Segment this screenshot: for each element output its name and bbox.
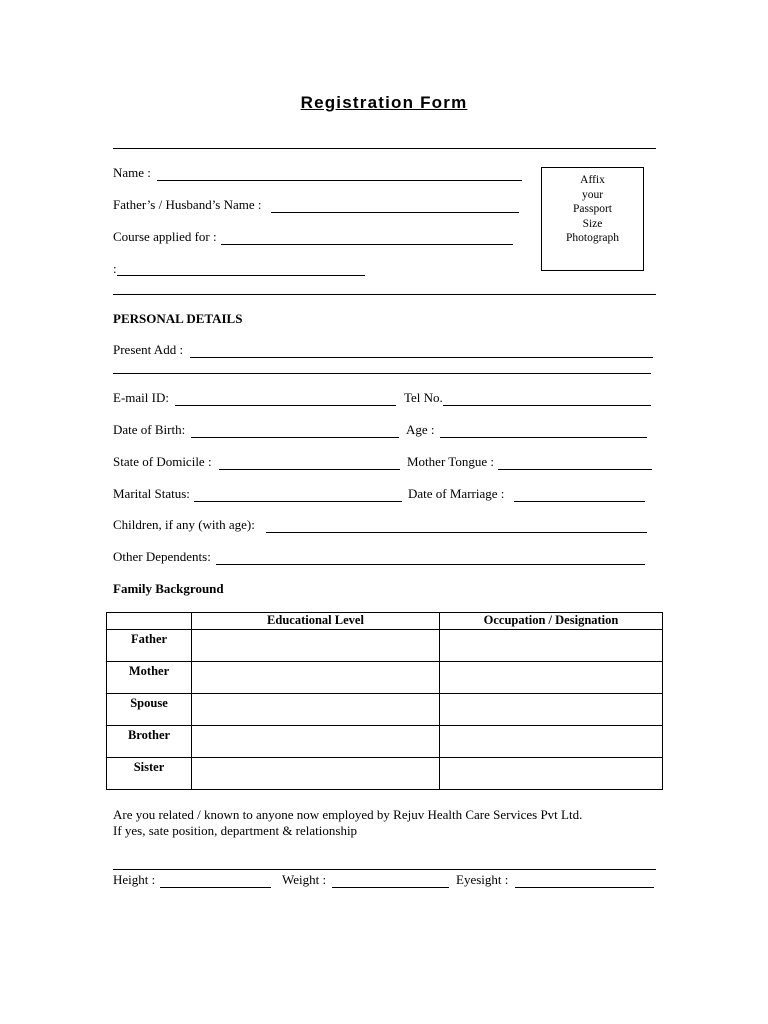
spouse-occupation-cell[interactable] [440,694,663,726]
marital-status-field[interactable] [194,501,402,502]
sister-occupation-cell[interactable] [440,758,663,790]
family-background-table [106,612,663,790]
table-row [107,758,663,790]
present-address-label: Present Add : [113,342,184,357]
domicile-label: State of Domicile : [113,454,212,469]
weight-field[interactable] [332,887,449,888]
photo-text-line: Photograph [565,232,620,244]
height-field[interactable] [160,887,271,888]
row-label-father: Father [107,630,192,662]
father-occupation-cell[interactable] [440,630,663,662]
related-question-text: Are you related / known to anyone now employed by Rejuv Health Care Services Pvt Ltd. [113,807,583,822]
row-label-brother: Brother [107,726,192,758]
eyesight-field[interactable] [515,887,654,888]
age-field[interactable] [440,437,647,438]
name-label: Name : [113,165,151,180]
course-label: Course applied for : [113,229,217,244]
father-husband-name-label: Father’s / Husband’s Name : [113,197,262,212]
children-label: Children, if any (with age): [113,517,255,532]
course-continuation-field[interactable] [117,275,365,276]
father-education-cell[interactable] [192,630,440,662]
present-address-field-line2[interactable] [113,373,651,374]
row-label-spouse: Spouse [107,694,192,726]
course-field[interactable] [221,244,513,245]
sister-education-cell[interactable] [192,758,440,790]
dependents-field[interactable] [216,564,645,565]
email-field[interactable] [175,405,396,406]
photo-text-line: Affix [580,174,605,186]
marital-status-label: Marital Status: [113,486,190,501]
table-row [107,662,663,694]
spouse-education-cell[interactable] [192,694,440,726]
mother-tongue-field[interactable] [498,469,652,470]
marriage-date-field[interactable] [514,501,645,502]
tel-field[interactable] [443,405,651,406]
row-label-mother: Mother [107,662,192,694]
tel-label: Tel No. [404,390,443,405]
brother-occupation-cell[interactable] [440,726,663,758]
present-address-field[interactable] [190,357,653,358]
domicile-field[interactable] [219,469,400,470]
brother-education-cell[interactable] [192,726,440,758]
form-title: Registration Form [300,93,468,112]
age-label: Age : [406,422,435,437]
title-divider [113,148,656,149]
row-label-sister: Sister [107,758,192,790]
table-row [107,630,663,662]
email-label: E-mail ID: [113,390,169,405]
mother-occupation-cell[interactable] [440,662,663,694]
height-label: Height : [113,872,156,887]
name-field[interactable] [157,180,522,181]
photo-text-line: your [581,188,604,201]
family-background-heading: Family Background [113,581,224,596]
course-continuation-label: : [113,261,117,276]
header-occupation: Occupation / Designation [440,613,663,630]
photo-text-line: Size [582,217,603,230]
related-instruction-text: If yes, sate position, department & relationship [113,823,358,838]
father-husband-name-field[interactable] [271,212,519,213]
dob-field[interactable] [191,437,399,438]
dependents-label: Other Dependents: [113,549,211,564]
header-educational-level: Educational Level [192,613,440,630]
header-cell-blank [107,613,192,630]
marriage-date-label: Date of Marriage : [408,486,505,501]
children-field[interactable] [266,532,647,533]
mother-tongue-label: Mother Tongue : [407,454,494,469]
mother-education-cell[interactable] [192,662,440,694]
eyesight-label: Eyesight : [456,872,509,887]
weight-label: Weight : [282,872,327,887]
personal-details-heading: PERSONAL DETAILS [113,311,243,326]
photo-text-line: Passport [573,203,612,215]
passport-photo-box [541,167,644,271]
related-answer-field[interactable] [113,869,656,870]
table-row [107,726,663,758]
table-row [107,694,663,726]
section-divider [113,294,656,295]
dob-label: Date of Birth: [113,422,186,437]
